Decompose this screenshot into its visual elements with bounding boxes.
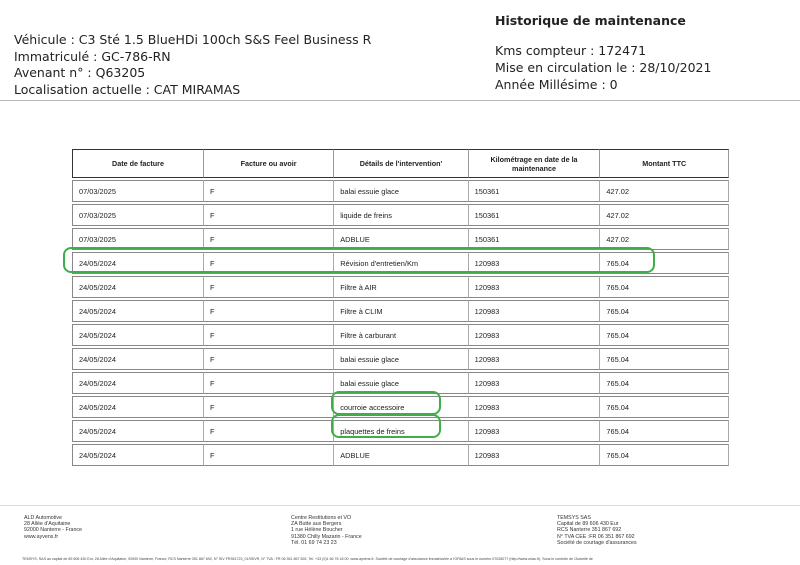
- first-registration: Mise en circulation le : 28/10/2021: [495, 60, 712, 75]
- footer-line: N° TVA CEE :FR 06 351 867 692: [557, 533, 635, 540]
- table-header-row: [72, 149, 729, 178]
- header-intervention: Détails de l'intervention': [334, 149, 468, 178]
- cell-detail: Filtre à carburant: [334, 324, 468, 346]
- cell-detail: Filtre à CLIM: [334, 300, 468, 322]
- cell-amount: 765.04: [600, 252, 729, 274]
- cell-type: F: [204, 348, 334, 370]
- cell-amount: 765.04: [600, 372, 729, 394]
- cell-amount: 765.04: [600, 276, 729, 298]
- footer-company: [24, 515, 82, 540]
- footer-temsys: [557, 515, 637, 546]
- cell-date: 07/03/2025: [72, 204, 204, 226]
- table-row: [72, 348, 729, 370]
- cell-type: F: [204, 228, 334, 250]
- cell-detail: courroie accessoire: [334, 396, 468, 418]
- cell-amount: 765.04: [600, 324, 729, 346]
- header-amount: Montant TTC: [600, 149, 729, 178]
- legal-notice: TEMSYS, SAS au capital de 89 606 430 Eur, 28 Allée d'Aquitaine, 92000 Nanterre, France, RCS Nanterre 351 867 692, N° SIV FR351723_01SSIVR, N° TVA : FR 06 351 867 692, Tel. +33 (0)1 56 76 18 00, www.ayvens.fr. Société de courtage d'assurance immatriculée à l'ORIAS sous le numéro 07026077 (http://www.orias.fr). Sous le contrôle de l'Autorité de: [22, 557, 593, 561]
- cell-mileage: 120983: [469, 444, 601, 466]
- footer-line: Tél. 01 69 74 23 23: [291, 539, 337, 546]
- footer-divider: [0, 505, 800, 506]
- cell-detail: Filtre à AIR: [334, 276, 468, 298]
- cell-detail: balai essuie glace: [334, 372, 468, 394]
- footer-line: 91380 Chilly Mazarin - France: [291, 533, 362, 540]
- cell-date: 07/03/2025: [72, 228, 204, 250]
- cell-amount: 427.02: [600, 204, 729, 226]
- highlight-belt-cell: [331, 391, 441, 415]
- cell-amount: 765.04: [600, 396, 729, 418]
- cell-detail: Révision d'entretien/Km: [334, 252, 468, 274]
- header-mileage: Kilométrage en date de la maintenance: [469, 149, 601, 178]
- cell-amount: 765.04: [600, 444, 729, 466]
- cell-date: 24/05/2024: [72, 252, 204, 274]
- footer-line: ZA Butte aux Bergers: [291, 521, 342, 528]
- footer-line: Société de courtage d'assurances: [557, 539, 637, 546]
- header-invoice-date: Date de facture: [72, 149, 204, 178]
- footer-line: 92000 Nanterre - France: [24, 527, 83, 534]
- table-row: [72, 300, 729, 322]
- table-row: [72, 444, 729, 466]
- cell-amount: 427.02: [600, 228, 729, 250]
- page-title: Historique de maintenance: [495, 13, 686, 28]
- footer-line: 1 rue Hélène Boucher: [291, 527, 343, 534]
- cell-date: 24/05/2024: [72, 300, 204, 322]
- cell-detail: balai essuie glace: [334, 180, 468, 202]
- table-row: [72, 180, 729, 202]
- cell-mileage: 120983: [469, 348, 601, 370]
- table-row: [72, 204, 729, 226]
- cell-type: F: [204, 252, 334, 274]
- cell-amount: 765.04: [600, 420, 729, 442]
- header-invoice-type: Facture ou avoir: [204, 149, 334, 178]
- cell-mileage: 120983: [469, 420, 601, 442]
- highlight-revision-row: [63, 247, 655, 273]
- footer-line: www.ayvens.fr: [24, 533, 59, 540]
- table-row: [72, 324, 729, 346]
- cell-date: 24/05/2024: [72, 396, 204, 418]
- cell-mileage: 150361: [469, 180, 601, 202]
- cell-type: F: [204, 396, 334, 418]
- vehicle-model: Véhicule : C3 Sté 1.5 BlueHDi 100ch S&S Feel Business R: [14, 32, 372, 47]
- cell-mileage: 120983: [469, 252, 601, 274]
- cell-mileage: 150361: [469, 204, 601, 226]
- cell-date: 24/05/2024: [72, 276, 204, 298]
- vehicle-plate: Immatriculé : GC-786-RN: [14, 48, 171, 64]
- cell-detail: ADBLUE: [334, 444, 468, 466]
- vehicle-amendment: Avenant n° : Q63205: [14, 65, 146, 80]
- cell-mileage: 120983: [469, 396, 601, 418]
- cell-detail: plaquettes de freins: [334, 420, 468, 442]
- footer-line: Centre Restitutions et VO: [291, 515, 352, 521]
- cell-amount: 427.02: [600, 180, 729, 202]
- cell-mileage: 120983: [469, 372, 601, 394]
- cell-mileage: 150361: [469, 228, 601, 250]
- vehicle-info: [14, 32, 371, 98]
- cell-date: 24/05/2024: [72, 444, 204, 466]
- cell-mileage: 120983: [469, 300, 601, 322]
- cell-type: F: [204, 204, 334, 226]
- cell-detail: ADBLUE: [334, 228, 468, 250]
- cell-type: F: [204, 276, 334, 298]
- cell-date: 24/05/2024: [72, 372, 204, 394]
- vehicle-location: Localisation actuelle : CAT MIRAMAS: [14, 81, 241, 97]
- cell-mileage: 120983: [469, 276, 601, 298]
- cell-type: F: [204, 300, 334, 322]
- cell-detail: balai essuie glace: [334, 348, 468, 370]
- footer-line: ALD Automotive: [24, 515, 62, 521]
- footer-restitution-center: [291, 515, 362, 546]
- cell-date: 24/05/2024: [72, 324, 204, 346]
- footer-line: Capital de 89 606 430 Eur: [557, 521, 619, 528]
- cell-type: F: [204, 324, 334, 346]
- cell-detail: liquide de freins: [334, 204, 468, 226]
- cell-date: 24/05/2024: [72, 420, 204, 442]
- footer-line: RCS Nanterre 351 867 692: [557, 527, 622, 534]
- cell-date: 24/05/2024: [72, 348, 204, 370]
- highlight-brake-pads-cell: [331, 414, 441, 438]
- cell-type: F: [204, 444, 334, 466]
- cell-type: F: [204, 372, 334, 394]
- footer-line: 28 Allée d'Aquitaine: [24, 521, 71, 528]
- cell-date: 07/03/2025: [72, 180, 204, 202]
- model-year: Année Millésime : 0: [495, 77, 618, 92]
- odometer: Kms compteur : 172471: [495, 43, 647, 58]
- table-row: [72, 276, 729, 298]
- cell-type: F: [204, 180, 334, 202]
- cell-amount: 765.04: [600, 300, 729, 322]
- cell-type: F: [204, 420, 334, 442]
- footer-line: TEMSYS SAS: [557, 515, 591, 521]
- cell-mileage: 120983: [469, 324, 601, 346]
- header-divider: [0, 100, 800, 101]
- cell-amount: 765.04: [600, 348, 729, 370]
- history-info: [495, 12, 711, 93]
